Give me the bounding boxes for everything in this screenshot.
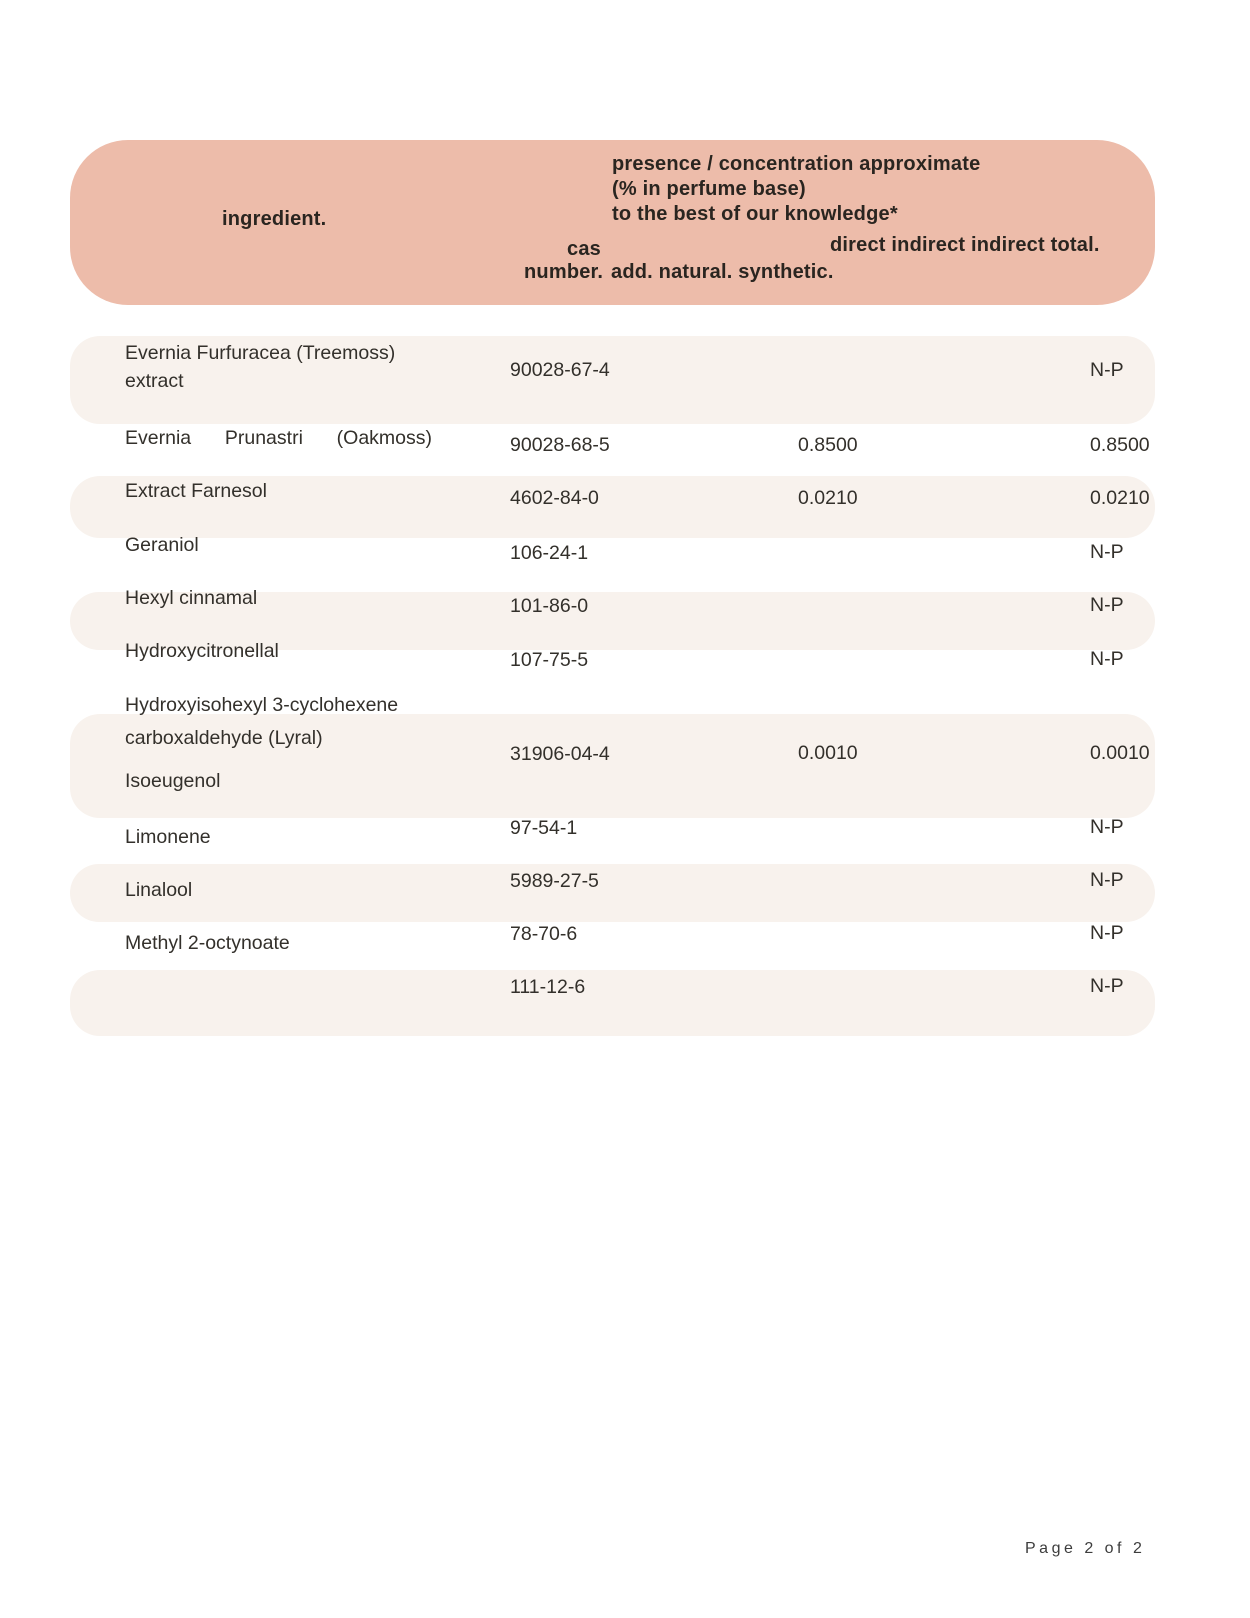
cas-cell: 31906-04-4 <box>510 743 610 765</box>
cas-cell: 101-86-0 <box>510 595 589 617</box>
natural-cell: 0.8500 <box>798 434 858 456</box>
ingredient-cell: Hydroxyisohexyl 3-cyclohexene <box>125 694 399 716</box>
ingredient-cell: Hydroxycitronellal <box>125 640 279 662</box>
total-cell: N-P <box>1090 594 1124 616</box>
table-header-box <box>70 140 1155 305</box>
cas-cell: 4602-84-0 <box>510 487 599 509</box>
ingredient-cell: Hexyl cinnamal <box>125 587 258 609</box>
table-row-band <box>70 970 1155 1036</box>
presence-header-line1: presence / concentration approximate <box>612 153 981 175</box>
total-cell: N-P <box>1090 541 1124 563</box>
cas-cell: 78-70-6 <box>510 923 578 945</box>
cas-cell: 90028-68-5 <box>510 434 610 456</box>
presence-header-line3: to the best of our knowledge* <box>612 203 898 225</box>
ingredient-cell: carboxaldehyde (Lyral) <box>125 727 323 749</box>
total-cell: N-P <box>1090 922 1124 944</box>
natural-cell: 0.0010 <box>798 742 858 764</box>
presence-header-line2: (% in perfume base) <box>612 178 806 200</box>
cas-column-header-line2: number. <box>524 261 604 283</box>
cas-cell: 90028-67-4 <box>510 359 610 381</box>
total-cell: 0.0210 <box>1090 487 1150 509</box>
cas-cell: 5989-27-5 <box>510 870 599 892</box>
cas-cell: 111-12-6 <box>510 976 586 998</box>
total-cell: N-P <box>1090 359 1124 381</box>
sub-columns-header: add. natural. synthetic. <box>611 261 834 283</box>
ingredient-cell: Geraniol <box>125 534 199 556</box>
total-cell: 0.0010 <box>1090 742 1150 764</box>
total-cell: N-P <box>1090 648 1124 670</box>
natural-cell: 0.0210 <box>798 487 858 509</box>
ingredient-column-header: ingredient. <box>222 208 327 230</box>
ingredient-cell: extract <box>125 370 184 392</box>
cas-column-header-line1: cas <box>567 238 601 260</box>
cas-cell: 107-75-5 <box>510 649 589 671</box>
ingredient-cell: Methyl 2-octynoate <box>125 932 290 954</box>
ingredient-cell: Isoeugenol <box>125 770 221 792</box>
ingredient-cell: Limonene <box>125 826 211 848</box>
page-indicator: Page 2 of 2 <box>1025 1540 1146 1557</box>
total-cell: N-P <box>1090 869 1124 891</box>
table-row-band <box>70 864 1155 922</box>
ingredient-cell: Evernia Furfuracea (Treemoss) <box>125 342 396 364</box>
ingredient-cell: Extract Farnesol <box>125 480 267 502</box>
ingredient-cell: Evernia Prunastri (Oakmoss) <box>125 427 432 449</box>
total-cell: N-P <box>1090 816 1124 838</box>
ingredient-cell: Linalool <box>125 879 193 901</box>
cas-cell: 106-24-1 <box>510 542 589 564</box>
total-cell: 0.8500 <box>1090 434 1150 456</box>
total-cell: N-P <box>1090 975 1124 997</box>
cas-cell: 97-54-1 <box>510 817 578 839</box>
direct-columns-header: direct indirect indirect total. <box>830 234 1100 256</box>
